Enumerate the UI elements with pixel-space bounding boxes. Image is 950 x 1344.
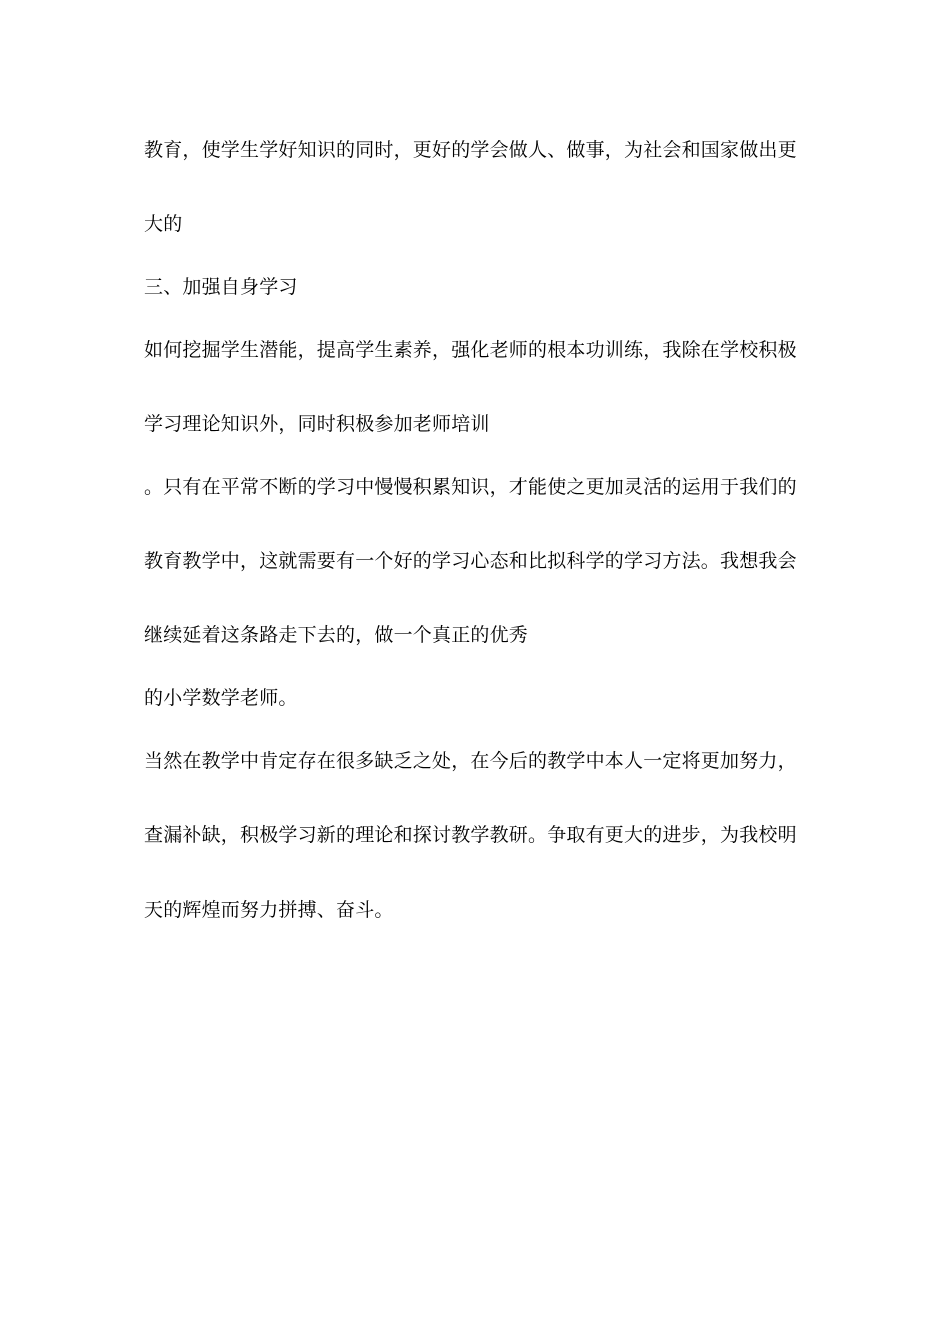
- section-heading: 三、加强自身学习: [144, 276, 298, 298]
- text-line: 天的辉煌而努力拼搏、奋斗。: [144, 899, 394, 921]
- text-line: 学习理论知识外，同时积极参加老师培训: [144, 413, 490, 435]
- text-line: 如何挖掘学生潜能，提高学生素养，强化老师的根本功训练，我除在学校积极: [144, 339, 797, 361]
- text-line: 继续延着这条路走下去的，做一个真正的优秀: [144, 624, 529, 646]
- text-line: 大的: [144, 213, 183, 235]
- text-line: 。只有在平常不断的学习中慢慢积累知识，才能使之更加灵活的运用于我们的: [144, 476, 797, 498]
- text-line: 当然在教学中肯定存在很多缺乏之处，在今后的教学中本人一定将更加努力，: [144, 750, 797, 772]
- text-line: 教育教学中，这就需要有一个好的学习心态和比拟科学的学习方法。我想我会: [144, 550, 797, 572]
- text-line: 的小学数学老师。: [144, 687, 298, 709]
- text-line: 查漏补缺，积极学习新的理论和探讨教学教研。争取有更大的进步，为我校明: [144, 824, 797, 846]
- text-line: 教育，使学生学好知识的同时，更好的学会做人、做事，为社会和国家做出更: [144, 139, 797, 161]
